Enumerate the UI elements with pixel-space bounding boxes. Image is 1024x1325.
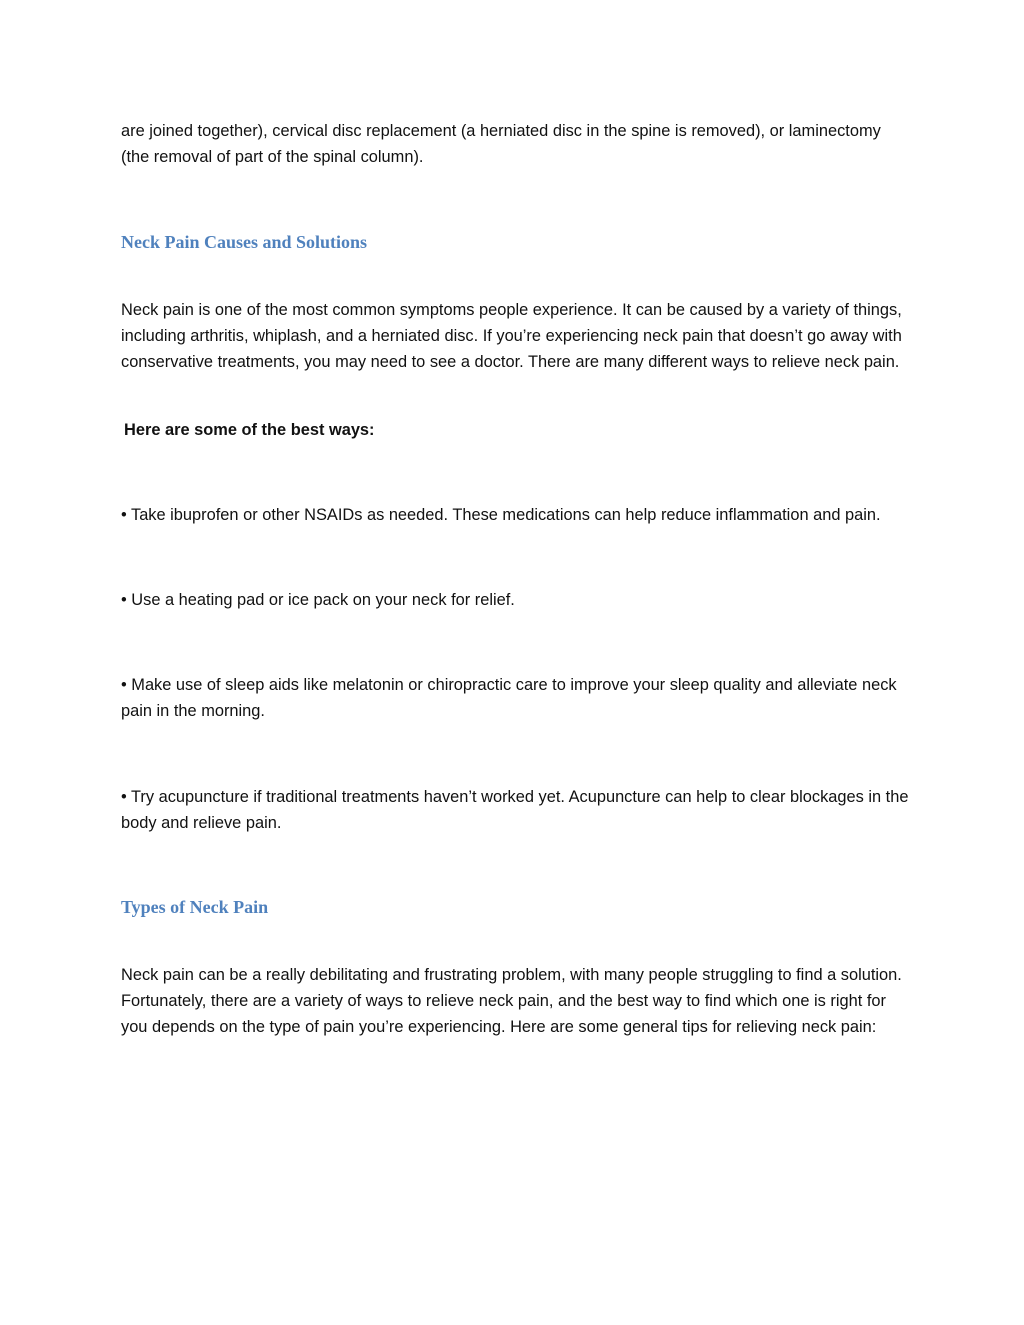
- best-ways-lead: Here are some of the best ways:: [124, 421, 375, 439]
- intro-continuation-paragraph: are joined together), cervical disc replacement (a herniated disc in the spine is removed), or laminectomy (the removal of part of the spinal column).: [121, 122, 881, 166]
- bullet-item: • Take ibuprofen or other NSAIDs as needed. These medications can help reduce inflammation and pain.: [121, 506, 881, 524]
- types-paragraph: Neck pain can be a really debilitating and frustrating problem, with many people struggling to find a solution. Fortunately, there are a variety of ways to relieve neck pain, and the best way to find which one is right for you depends on the type of pain you’re experiencing. Here are some general tips for relieving neck pain:: [121, 966, 902, 1036]
- bullet-item: • Use a heating pad or ice pack on your neck for relief.: [121, 591, 515, 609]
- bullet-item: • Try acupuncture if traditional treatments haven’t worked yet. Acupuncture can help to clear blockages in the body and relieve pain.: [121, 788, 909, 832]
- causes-heading: Neck Pain Causes and Solutions: [121, 232, 368, 252]
- bullet-item: • Make use of sleep aids like melatonin or chiropractic care to improve your sleep quality and alleviate neck pain in the morning.: [121, 676, 897, 720]
- types-heading: Types of Neck Pain: [121, 897, 269, 917]
- causes-paragraph: Neck pain is one of the most common symptoms people experience. It can be caused by a variety of things, including arthritis, whiplash, and a herniated disc. If you’re experiencing neck pain that doesn’t go away with conservative treatments, you may need to see a doctor. There are many different ways to relieve neck pain.: [121, 301, 902, 371]
